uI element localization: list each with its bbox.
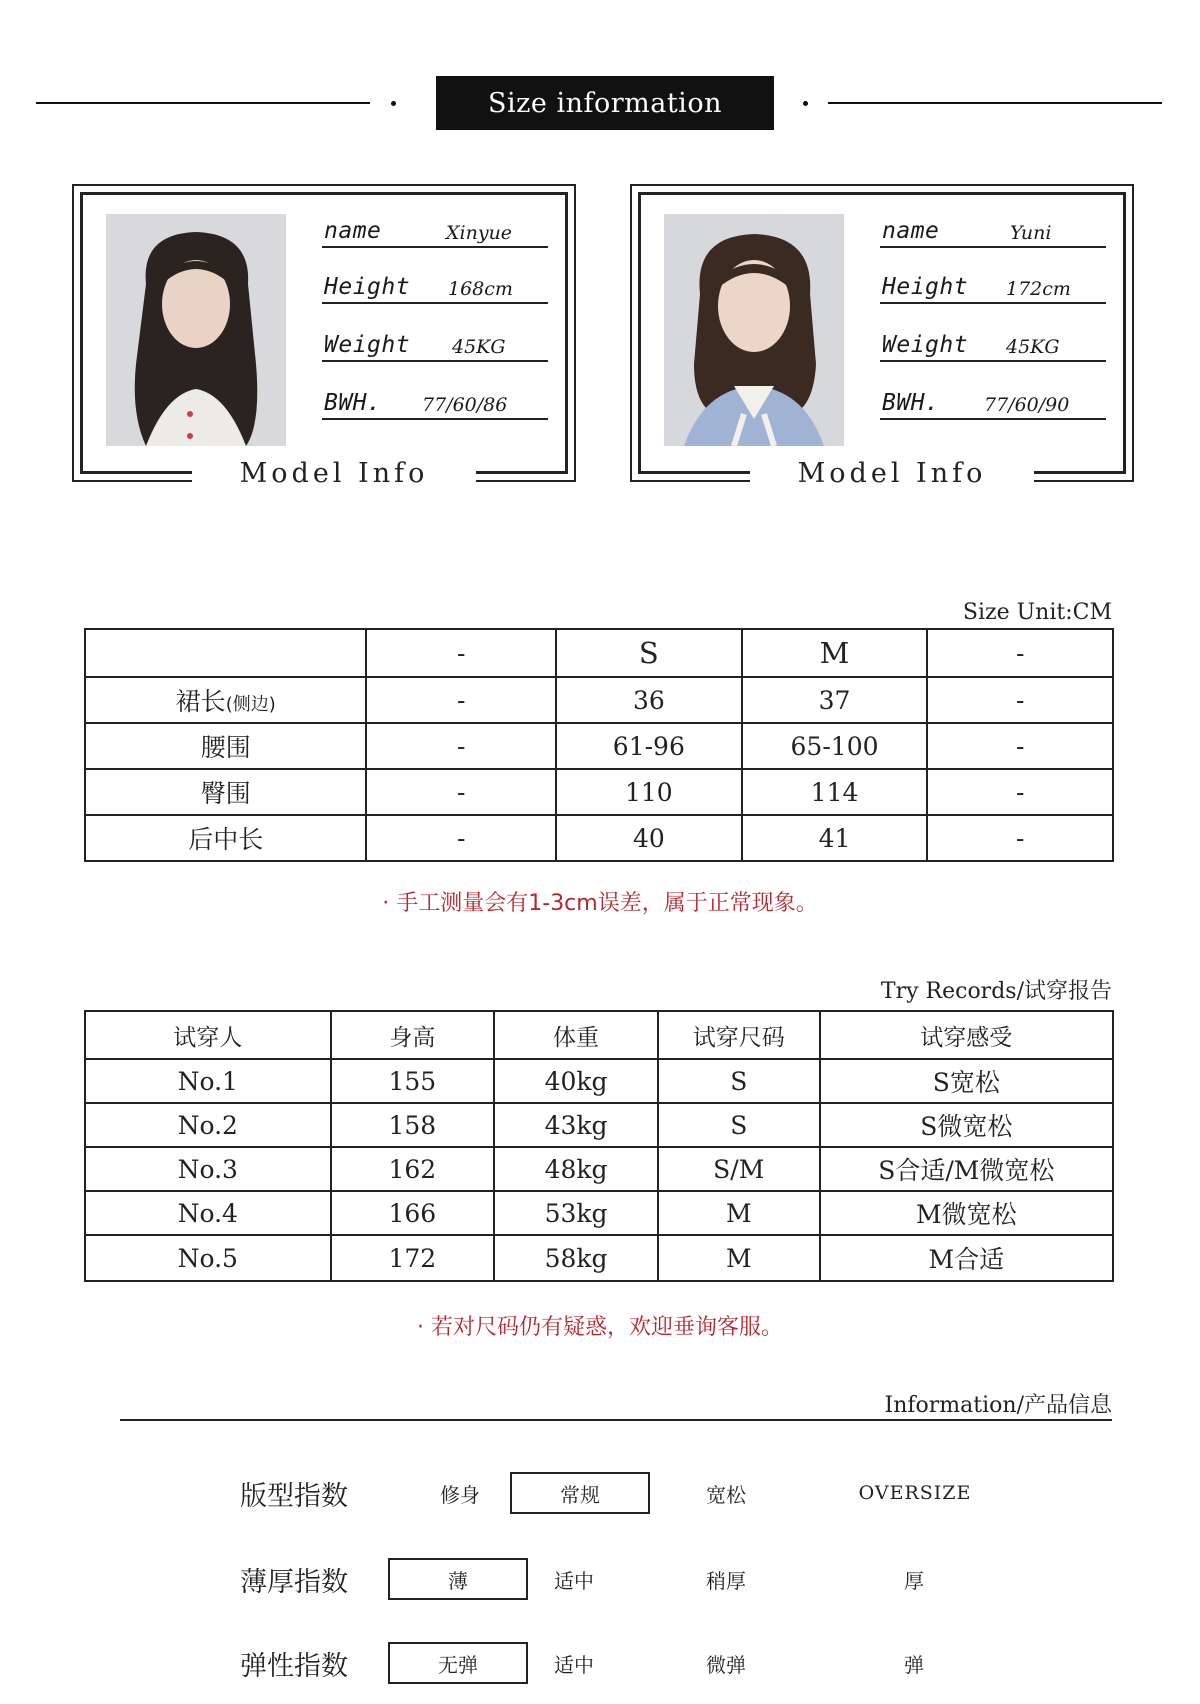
field-key: BWH. <box>882 390 940 416</box>
thickness-option: 稍厚 <box>706 1568 746 1593</box>
try-records-table <box>84 1010 1114 1282</box>
thickness-index-label: 薄厚指数 <box>240 1567 348 1598</box>
cell: No.3 <box>85 1147 331 1191</box>
elasticity-index-label: 弹性指数 <box>240 1651 348 1682</box>
field-height <box>880 266 1106 304</box>
information-label: Information/产品信息 <box>884 1393 1112 1418</box>
cell: S <box>658 1059 820 1103</box>
cell: 53kg <box>494 1191 658 1235</box>
cell: S <box>658 1103 820 1147</box>
card-title-text: Model Info <box>797 457 987 489</box>
cell: 61-96 <box>556 723 742 769</box>
measurement-note: · 手工测量会有1-3cm误差，属于正常现象。 <box>382 891 818 916</box>
field-key: BWH. <box>324 390 382 416</box>
elasticity-option: 微弹 <box>706 1652 746 1677</box>
header-cell: 身高 <box>331 1011 495 1059</box>
field-value: Xinyue <box>446 222 513 244</box>
cell: M <box>658 1235 820 1281</box>
field-value: 168cm <box>448 278 513 300</box>
header-cell: 试穿感受 <box>820 1011 1113 1059</box>
header-dot-left <box>391 101 396 106</box>
table-row <box>85 1059 1113 1103</box>
table-row <box>85 815 1113 861</box>
cell: 41 <box>742 815 928 861</box>
thickness-option: 适中 <box>554 1568 594 1593</box>
field-key: name <box>324 218 382 244</box>
row-label: 后中长 <box>85 815 366 861</box>
header-cell: 试穿人 <box>85 1011 331 1059</box>
cell: - <box>927 677 1113 723</box>
section-title-text: Size information <box>488 87 722 119</box>
table-header-row <box>85 1011 1113 1059</box>
cell: S合适/M微宽松 <box>820 1147 1113 1191</box>
cell: - <box>366 723 556 769</box>
model-card <box>72 184 576 489</box>
cell: No.4 <box>85 1191 331 1235</box>
cell: 65-100 <box>742 723 928 769</box>
section-title <box>436 76 774 130</box>
cell: No.2 <box>85 1103 331 1147</box>
cell: - <box>366 815 556 861</box>
cell: 37 <box>742 677 928 723</box>
field-key: Height <box>324 274 411 300</box>
fit-option: OVERSIZE <box>858 1482 972 1504</box>
cell: No.1 <box>85 1059 331 1103</box>
cell: - <box>366 677 556 723</box>
sizing-contact-note: · 若对尺码仍有疑惑，欢迎垂询客服。 <box>417 1315 783 1340</box>
row-label: 臀围 <box>85 769 366 815</box>
field-value: 77/60/90 <box>984 394 1070 416</box>
field-bwh <box>880 382 1106 420</box>
fit-option-selected: 常规 <box>510 1472 650 1514</box>
field-height <box>322 266 548 304</box>
cell: M微宽松 <box>820 1191 1113 1235</box>
field-value: 172cm <box>1006 278 1071 300</box>
cell: 155 <box>331 1059 495 1103</box>
field-value: 45KG <box>452 336 506 358</box>
elasticity-option: 适中 <box>554 1652 594 1677</box>
cell: S微宽松 <box>820 1103 1113 1147</box>
cell: - <box>927 769 1113 815</box>
cell: 40 <box>556 815 742 861</box>
cell: M合适 <box>820 1235 1113 1281</box>
table-row <box>85 769 1113 815</box>
information-rule <box>120 1419 1112 1421</box>
card-title <box>192 456 476 490</box>
field-key: Weight <box>882 332 969 358</box>
cell: 110 <box>556 769 742 815</box>
fit-index-label: 版型指数 <box>240 1481 348 1512</box>
field-value: 77/60/86 <box>422 394 508 416</box>
table-row <box>85 1235 1113 1281</box>
header-cell <box>85 629 366 677</box>
cell: 158 <box>331 1103 495 1147</box>
header-dot-right <box>803 101 808 106</box>
model-photo <box>106 214 286 446</box>
fit-option: 修身 <box>440 1482 480 1507</box>
header-cell: - <box>366 629 556 677</box>
cell: 114 <box>742 769 928 815</box>
cell: - <box>366 769 556 815</box>
thickness-option: 厚 <box>904 1568 924 1593</box>
cell: S宽松 <box>820 1059 1113 1103</box>
field-weight <box>880 324 1106 362</box>
size-unit-label: Size Unit:CM <box>962 600 1112 625</box>
row-label-note: (侧边) <box>225 694 276 715</box>
try-records-label: Try Records/试穿报告 <box>880 979 1112 1004</box>
field-value: Yuni <box>1010 222 1052 244</box>
header-cell: 试穿尺码 <box>658 1011 820 1059</box>
card-title <box>750 456 1034 490</box>
row-label-text: 裙长 <box>175 687 226 716</box>
cell: 48kg <box>494 1147 658 1191</box>
field-key: Weight <box>324 332 411 358</box>
cell: 58kg <box>494 1235 658 1281</box>
field-bwh <box>322 382 548 420</box>
header-rule-left <box>36 102 370 104</box>
elasticity-option: 弹 <box>904 1652 924 1677</box>
header-cell: S <box>556 629 742 677</box>
header-cell: 体重 <box>494 1011 658 1059</box>
header-cell: M <box>742 629 928 677</box>
elasticity-option-selected: 无弹 <box>388 1642 528 1684</box>
cell: M <box>658 1191 820 1235</box>
cell: No.5 <box>85 1235 331 1281</box>
row-label: 腰围 <box>85 723 366 769</box>
cell: - <box>927 723 1113 769</box>
field-key: Height <box>882 274 969 300</box>
cell: - <box>927 815 1113 861</box>
table-row <box>85 1191 1113 1235</box>
cell: 43kg <box>494 1103 658 1147</box>
model-photo <box>664 214 844 446</box>
table-row <box>85 677 1113 723</box>
field-key: name <box>882 218 940 244</box>
field-weight <box>322 324 548 362</box>
field-value: 45KG <box>1006 336 1060 358</box>
table-row <box>85 723 1113 769</box>
thickness-option-selected: 薄 <box>388 1558 528 1600</box>
cell: 40kg <box>494 1059 658 1103</box>
table-row <box>85 1147 1113 1191</box>
cell: 36 <box>556 677 742 723</box>
size-table <box>84 628 1114 862</box>
field-name <box>322 210 548 248</box>
card-title-text: Model Info <box>239 457 429 489</box>
table-row <box>85 1103 1113 1147</box>
cell: S/M <box>658 1147 820 1191</box>
header-rule-right <box>828 102 1162 104</box>
field-name <box>880 210 1106 248</box>
header-cell: - <box>927 629 1113 677</box>
cell: 162 <box>331 1147 495 1191</box>
fit-option: 宽松 <box>706 1482 746 1507</box>
cell: 172 <box>331 1235 495 1281</box>
model-card <box>630 184 1134 489</box>
row-label <box>85 677 366 723</box>
table-header-row <box>85 629 1113 677</box>
cell: 166 <box>331 1191 495 1235</box>
